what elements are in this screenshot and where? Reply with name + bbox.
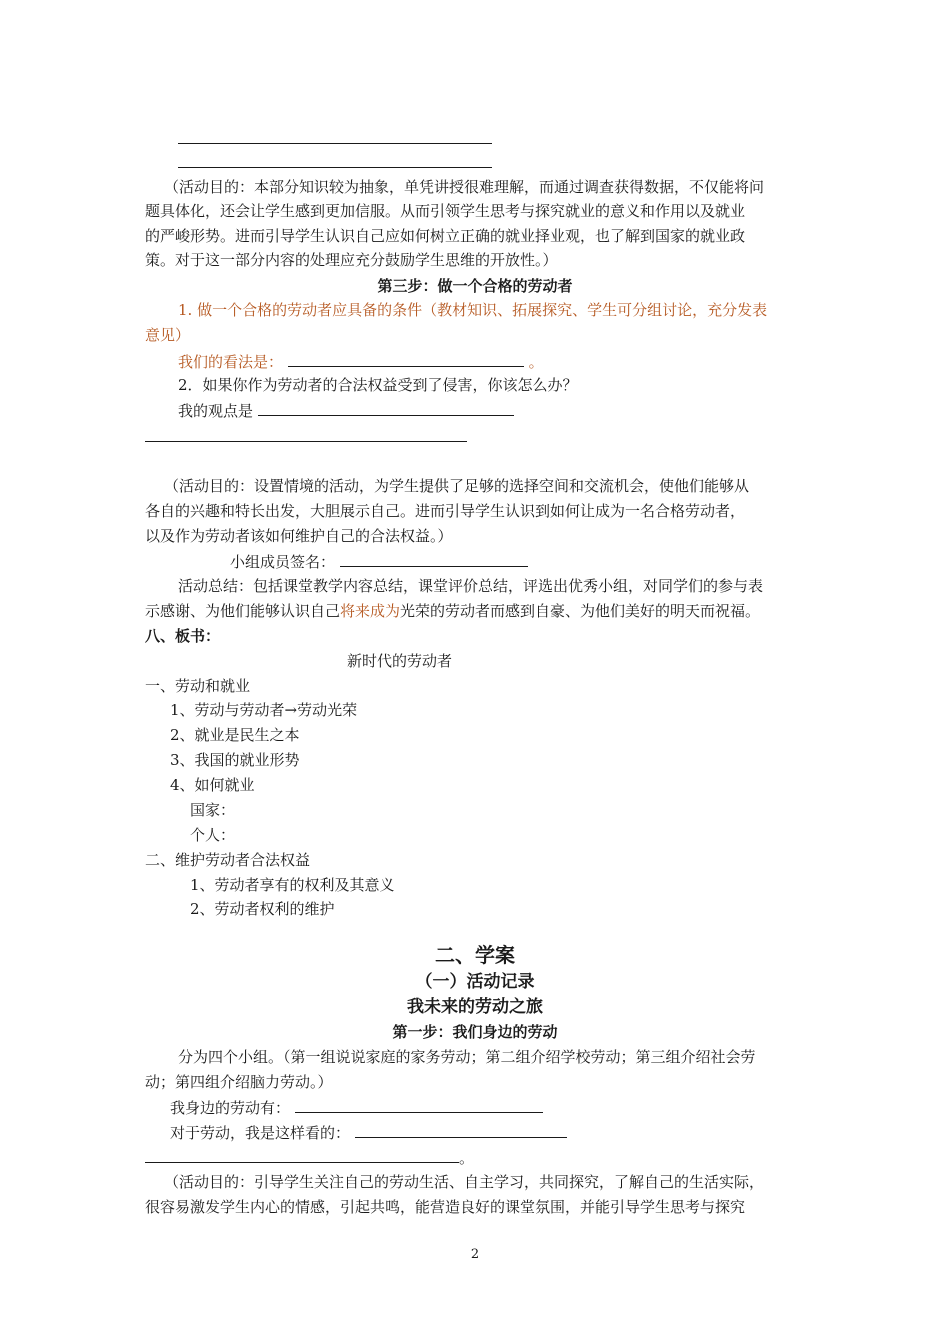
page-number: 2 bbox=[470, 1247, 480, 1262]
view-line bbox=[178, 399, 514, 422]
answer-end: 。 bbox=[528, 353, 544, 371]
step3-question-1: 1. 做一个合格的劳动者应具备的条件（教材知识、拓展探究、学生可分组讨论，充分发表 bbox=[178, 301, 768, 319]
purpose-paragraph: （活动目的：引导学生关注自己的劳动生活、自主学习，共同探究，了解自己的生活实际， bbox=[164, 1173, 765, 1191]
around-line bbox=[170, 1096, 543, 1119]
opinion-cont-line bbox=[145, 1146, 474, 1169]
step3-question-1-cont: 意见） bbox=[145, 326, 191, 344]
board-item: 1、劳动与劳动者→劳动光荣 bbox=[170, 701, 358, 719]
board-section-1: 一、劳动和就业 bbox=[145, 677, 251, 695]
xuean-subtitle: （一）活动记录 bbox=[415, 972, 535, 992]
view-blank[interactable] bbox=[258, 399, 514, 416]
purpose-paragraph: 各自的兴趣和特长出发，大胆展示自己。进而引导学生认识到如何让成为一名合格劳动者， bbox=[145, 502, 746, 520]
purpose-paragraph: 的严峻形势。进而引导学生认识自己应如何树立正确的就业择业观，也了解到国家的就业政 bbox=[145, 227, 746, 245]
summary-highlight: 将来成为 bbox=[340, 602, 401, 620]
blank-line bbox=[145, 441, 467, 442]
summary-text: 光荣的劳动者而感到自豪、为他们美好的明天而祝福。 bbox=[400, 602, 761, 620]
end-mark: 。 bbox=[459, 1149, 475, 1167]
board-title: 新时代的劳动者 bbox=[347, 652, 453, 670]
answer-label: 我们的看法是： bbox=[178, 353, 284, 371]
xuean-step1: 第一步：我们身边的劳动 bbox=[392, 1023, 558, 1041]
summary-line: 活动总结：包括课堂教学内容总结，课堂评价总结，评选出优秀小组，对同学们的参与表 bbox=[178, 577, 764, 595]
answer-blank[interactable] bbox=[288, 350, 524, 367]
xuean-title: 二、学案 bbox=[435, 943, 515, 967]
opinion-cont-blank[interactable] bbox=[145, 1146, 459, 1163]
xuean-paragraph: 动；第四组介绍脑力劳动。） bbox=[145, 1073, 333, 1091]
xuean-paragraph: 分为四个小组。（第一组说说家庭的家务劳动；第二组介绍学校劳动；第三组介绍社会劳 bbox=[178, 1048, 756, 1066]
purpose-paragraph: 策。对于这一部分内容的处理应充分鼓励学生思维的开放性。） bbox=[145, 251, 558, 269]
purpose-paragraph: 题具体化，还会让学生感到更加信服。从而引领学生思考与探究就业的意义和作用以及就业 bbox=[145, 202, 746, 220]
summary-line bbox=[145, 600, 760, 622]
board-heading: 八、板书： bbox=[145, 627, 221, 645]
blank-line bbox=[178, 167, 492, 168]
opinion-blank[interactable] bbox=[355, 1121, 567, 1138]
board-section-2: 二、维护劳动者合法权益 bbox=[145, 851, 311, 869]
board-item: 3、我国的就业形势 bbox=[170, 751, 300, 769]
board-subitem: 个人： bbox=[190, 826, 236, 844]
purpose-paragraph: （活动目的：设置情境的活动，为学生提供了足够的选择空间和交流机会，使他们能够从 bbox=[164, 477, 750, 495]
sign-line bbox=[230, 550, 528, 573]
board-item: 1、劳动者享有的权利及其意义 bbox=[190, 876, 395, 894]
opinion-line bbox=[170, 1121, 567, 1144]
step3-question-2: 2．如果你作为劳动者的合法权益受到了侵害，你该怎么办？ bbox=[178, 376, 578, 394]
board-subitem: 国家： bbox=[190, 801, 236, 819]
around-blank[interactable] bbox=[295, 1096, 543, 1113]
sign-blank[interactable] bbox=[340, 550, 528, 567]
board-item: 2、劳动者权利的维护 bbox=[190, 900, 335, 918]
summary-text: 示感谢、为他们能够认识自己 bbox=[145, 602, 341, 620]
around-label: 我身边的劳动有： bbox=[170, 1099, 291, 1117]
board-item: 2、就业是民生之本 bbox=[170, 726, 300, 744]
sign-label: 小组成员签名： bbox=[230, 553, 336, 571]
step3-title: 第三步：做一个合格的劳动者 bbox=[377, 277, 573, 295]
view-label: 我的观点是 bbox=[178, 402, 254, 420]
board-item: 4、如何就业 bbox=[170, 776, 255, 794]
purpose-paragraph: 以及作为劳动者该如何维护自己的合法权益。） bbox=[145, 527, 453, 545]
answer-line bbox=[178, 350, 544, 373]
purpose-paragraph: （活动目的：本部分知识较为抽象，单凭讲授很难理解，而通过调查获得数据，不仅能将问 bbox=[164, 178, 765, 196]
blank-line bbox=[178, 143, 492, 144]
purpose-paragraph: 很容易激发学生内心的情感，引起共鸣，能营造良好的课堂氛围，并能引导学生思考与探究 bbox=[145, 1198, 746, 1216]
xuean-subtitle-2: 我未来的劳动之旅 bbox=[407, 997, 543, 1017]
opinion-label: 对于劳动，我是这样看的： bbox=[170, 1124, 351, 1142]
